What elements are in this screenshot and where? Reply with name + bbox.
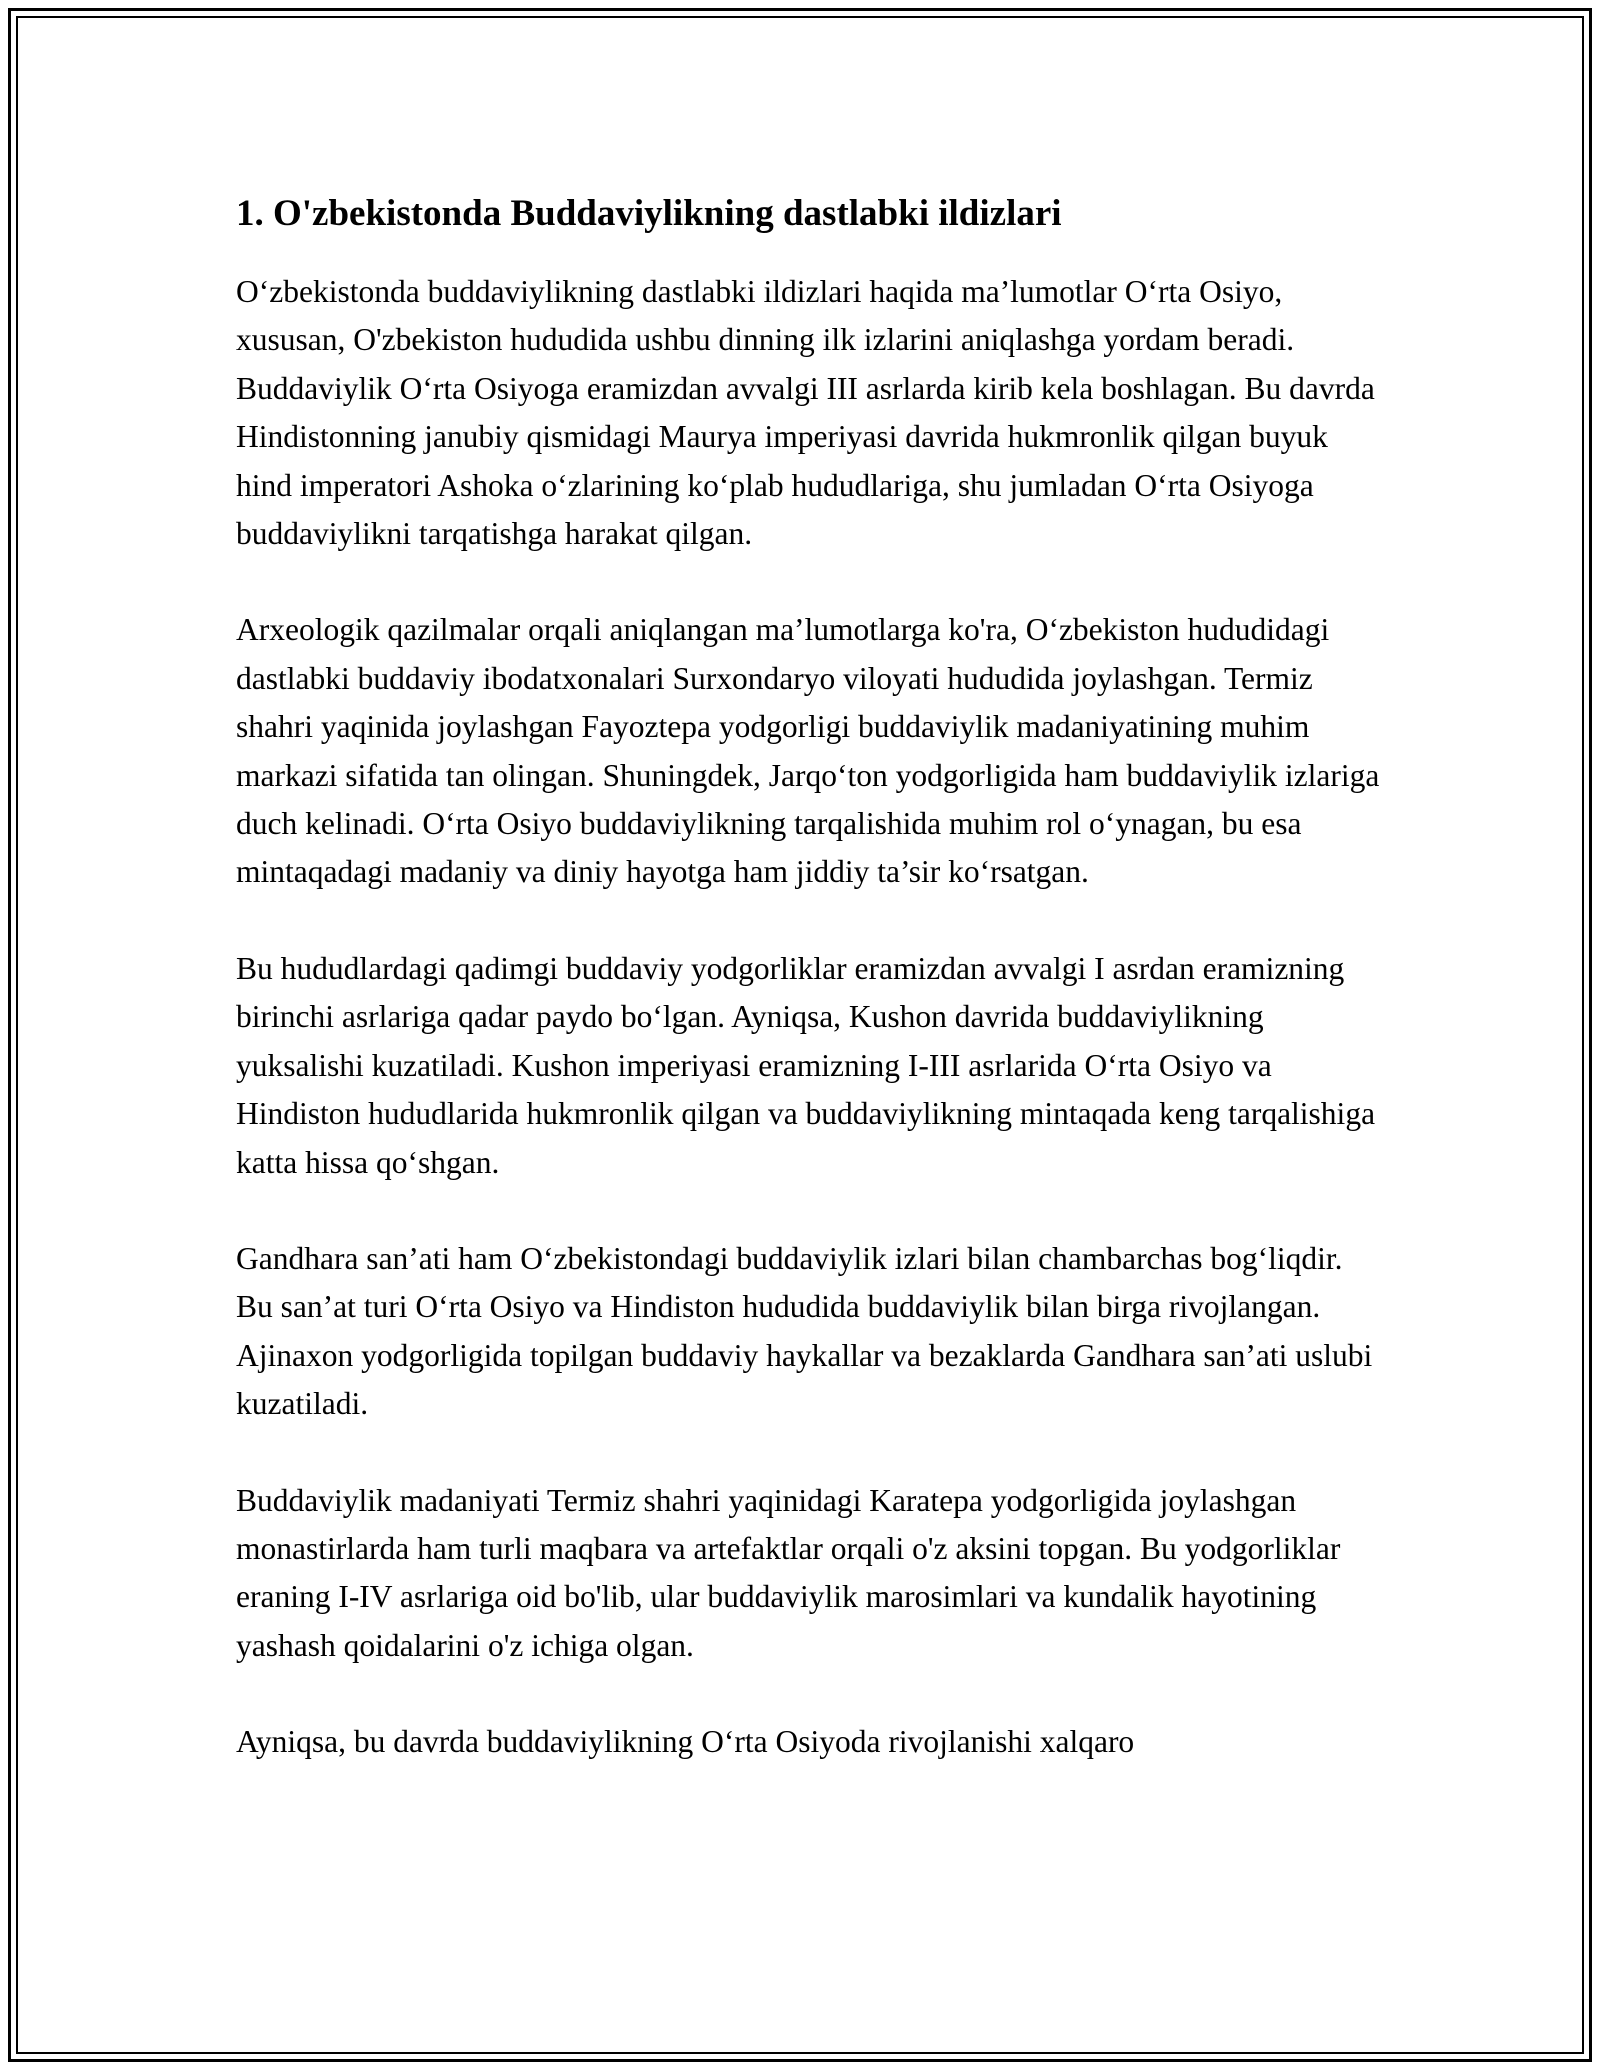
paragraph-5: Buddaviylik madaniyati Termiz shahri yaqinidagi Karatepa yodgorligida joylashgan monastirlarda ham turli maqbara va artefaktlar orqali o'z aksini topgan. Bu yodgorliklar eraning I-IV asrlariga oid bo'lib, ular buddaviylik marosimlari va kundalik hayotining yashash qoidalarini o'z ichiga olgan. [236, 1482, 1341, 1663]
paragraph-3: Bu hududlardagi qadimgi buddaviy yodgorliklar eramizdan avvalgi I asrdan eramizning birinchi asrlariga qadar paydo bo‘lgan. Ayniqsa, Kushon davrida buddaviylikning yuksalishi kuzatiladi. Kushon imperiyasi eramizning I-III asrlarida O‘rta Osiyo va Hindiston hududlarida hukmronlik qilgan va buddaviylikning mintaqada keng tarqalishiga katta hissa qo‘shgan. [236, 950, 1376, 1180]
paragraph-6: Ayniqsa, bu davrda buddaviylikning O‘rta Osiyoda rivojlanishi xalqaro [236, 1724, 1135, 1760]
paragraph-1: O‘zbekistonda buddaviylikning dastlabki ildizlari haqida ma’lumotlar O‘rta Osiyo, xususan, O'zbekiston hududida ushbu dinning ilk izlarini aniqlashga yordam beradi. Buddaviylik O‘rta Osiyoga eramizdan avvalgi III asrlarda kirib kela boshlagan. Bu davrda Hindistonning janubiy qismidagi Maurya imperiyasi davrida hukmronlik qilgan buyuk hind imperatori Ashoka o‘zlarining ko‘plab hududlariga, shu jumladan O‘rta Osiyoga buddaviylikni tarqatishga harakat qilgan. [236, 274, 1375, 552]
document-body [236, 186, 1386, 1815]
paragraph-2: Arxeologik qazilmalar orqali aniqlangan ma’lumotlarga ko'ra, O‘zbekiston hududidagi dastlabki buddaviy ibodatxonalari Surxondaryo viloyati hududida joylashgan. Termiz shahri yaqinida joylashgan Fayoztepa yodgorligi buddaviylik madaniyatining muhim markazi sifatida tan olingan. Shuningdek, Jarqo‘ton yodgorligida ham buddaviylik izlariga duch kelinadi. O‘rta Osiyo buddaviylikning tarqalishida muhim rol o‘ynagan, bu esa mintaqadagi madaniy va diniy hayotga ham jiddiy ta’sir ko‘rsatgan. [236, 612, 1380, 890]
paragraph-4: Gandhara san’ati ham O‘zbekistondagi buddaviylik izlari bilan chambarchas bog‘liqdir. Bu san’at turi O‘rta Osiyo va Hindiston hududida buddaviylik bilan birga rivojlangan. Ajinaxon yodgorligida topilgan buddaviy haykallar va bezaklarda Gandhara san’ati uslubi kuzatiladi. [236, 1240, 1373, 1422]
section-heading: 1. O'zbekistonda Buddaviylikning dastlabki ildizlari [236, 193, 1062, 234]
